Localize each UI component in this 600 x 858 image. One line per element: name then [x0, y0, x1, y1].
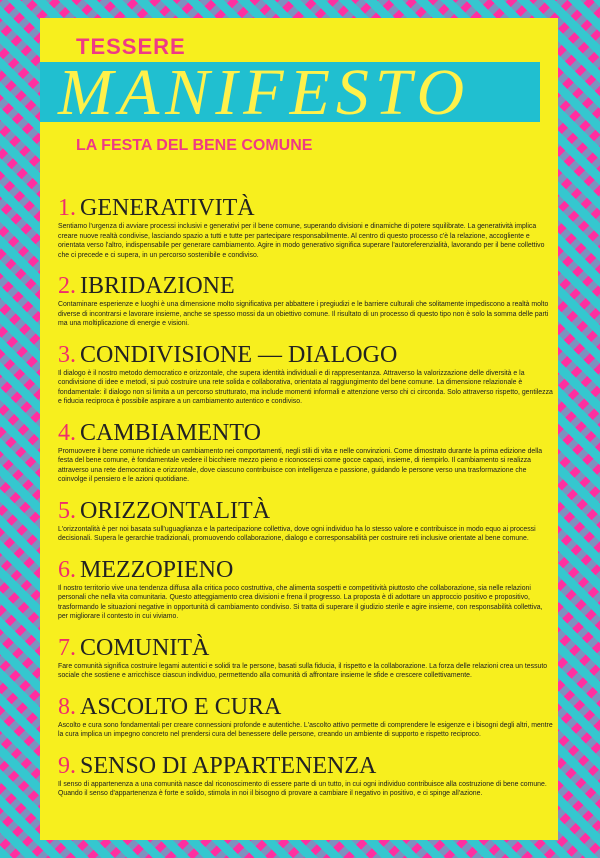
section-heading — [58, 274, 554, 298]
section-senso-di-appartenenza — [58, 754, 554, 799]
section-body: Il senso di appartenenza a una comunità nasce dal riconoscimento di essere parte di un tutto, in cui ogni individuo contribuisce alla costruzione di bene comune. Quando il senso d'appartenenza è forte e solido, stimola in noi il bisogno di provare a cambiare il negativo in positivo, e ci spinge all'azione. — [58, 780, 547, 798]
section-body: Ascolto e cura sono fondamentali per creare connessioni profonde e autentiche. L'ascolto attivo permette di comprendere le esigenze e i bisogni degli altri, mentre la cura implica un impegno concreto nel prendersi cura del benessere delle persone, creando un ambiente di supporto e rispetto reciproco. — [58, 721, 553, 739]
section-heading — [58, 196, 554, 220]
manifesto-title: MANIFESTO — [58, 56, 471, 129]
section-number: 3. — [58, 341, 76, 368]
section-title: SENSO DI APPARTENENZA — [80, 752, 377, 779]
section-body: Sentiamo l'urgenza di avviare processi inclusivi e generativi per il bene comune, superando divisioni e dinamiche di potere squilibrate. La generatività implica creare nuove realtà condivise, lasciando spazio a tutti e tutte per partecipare responsabilmente. Al centro di questo processo c'è la relazione, accogliente e orientata verso l'altro, indispensabile per generare cambiamento. Agire in modo generativo significa superare l'autoreferenzialità, lavorando per il bene collettivo che ci precede e ci supera, in un percorso sostenibile e condiviso. — [58, 223, 545, 259]
poster-header — [60, 36, 540, 154]
section-title: CONDIVISIONE — DIALOGO — [80, 341, 398, 368]
section-orizzontalita — [58, 499, 554, 544]
section-mezzopieno — [58, 558, 554, 622]
section-condivisione-dialogo — [58, 343, 554, 407]
section-heading — [58, 499, 554, 523]
section-number: 7. — [58, 634, 76, 661]
section-title: COMUNITÀ — [80, 634, 210, 661]
section-generativita — [58, 196, 554, 260]
section-heading — [58, 636, 554, 660]
section-body: Contaminare esperienze e luoghi è una dimensione molto significativa per abbattere i pregiudizi e le barriere culturali che solitamente impediscono a realtà molto diverse di incontrarsi e lavorare insieme, anche se spesso mossi da un obiettivo comune. Il risultato di un processo di questo tipo non è solo la somma delle parti ma una moltiplicazione di energie e visioni. — [58, 301, 549, 328]
section-heading — [58, 754, 554, 778]
section-number: 1. — [58, 195, 76, 221]
festival-subtitle: LA FESTA DEL BENE COMUNE — [76, 137, 313, 154]
section-body: Promuovere il bene comune richiede un cambiamento nei comportamenti, negli stili di vita e nelle convinzioni. Come dimostrato durante la prima edizione della festa del bene comune, è fondamentale vedere il bicchiere mezzo pieno e riconoscersi come gocce capaci, insieme, di riempirlo. Il cambiamento si realizza attraverso una rete democratica e orizzontale, dove ciascuno contribuisce con intelligenza e passione, guidando le persone verso una trasformazione che coinvolge il pensiero e le azioni quotidiane. — [58, 447, 543, 484]
manifesto-sections — [58, 196, 554, 813]
section-number: 2. — [58, 273, 76, 300]
section-title: ASCOLTO E CURA — [80, 693, 282, 720]
brand-title: TESSERE — [76, 34, 186, 59]
section-number: 8. — [58, 693, 76, 720]
section-body: Il dialogo è il nostro metodo democratico e orizzontale, che supera identità individuali e di rappresentanza. Attraverso la valorizzazione delle diversità e la condivisione di idee e metodi, si può costruire una rete solida e collaborativa, orientata al raggiungimento del bene comune. La dimensione relazionale è fondamentale: il dialogo non si limita a un percorso strutturato, ma include momenti informali e attenzione verso chi ci circonda. Solo attraverso rispetto, gentilezza e fiducia reciproca è possibile aspirare a un cambiamento autentico e condiviso. — [58, 369, 553, 406]
section-title: ORIZZONTALITÀ — [80, 497, 271, 524]
manifesto-banner — [40, 56, 540, 129]
section-number: 6. — [58, 556, 76, 583]
section-body: Il nostro territorio vive una tendenza diffusa alla critica poco costruttiva, che alimenta sospetti e competitività piuttosto che collaborazione, sia nelle relazioni personali che nella vita comunitaria. Questo atteggiamento crea divisioni e frena il progresso. La proposta è di adottare un approccio positivo e propositivo, trasformando le situazioni negative in opportunità di cambiamento condiviso. Si tratta di superare il giudizio sterile e agire insieme, con responsabilità collettiva, per migliorare il contesto in cui viviamo. — [58, 584, 543, 621]
section-number: 9. — [58, 752, 76, 779]
section-heading — [58, 695, 554, 719]
section-ascolto-e-cura — [58, 695, 554, 740]
section-heading — [58, 558, 554, 582]
section-title: GENERATIVITÀ — [80, 195, 255, 221]
section-title: IBRIDAZIONE — [80, 273, 235, 300]
section-heading — [58, 421, 554, 445]
section-number: 5. — [58, 497, 76, 524]
section-cambiamento — [58, 421, 554, 485]
section-number: 4. — [58, 419, 76, 446]
section-title: CAMBIAMENTO — [80, 419, 261, 446]
section-ibridazione — [58, 274, 554, 329]
section-comunita — [58, 636, 554, 681]
section-title: MEZZOPIENO — [80, 556, 234, 583]
section-body: Fare comunità significa costruire legami autentici e solidi tra le persone, basati sulla fiducia, il rispetto e la collaborazione. La forza delle relazioni crea un tessuto sociale che sostiene e arricchisce ciascun individuo, permettendo alla comunità di affrontare insieme le sfide e crescere collettivamente. — [58, 662, 548, 680]
section-body: L'orizzontalità è per noi basata sull'uguaglianza e la partecipazione collettiva, dove ogni individuo ha lo stesso valore e contribuisce in modo equo ai processi decisionali. Supera le gerarchie tradizionali, promuovendo collaborazione, dialogo e corresponsabilità per costruire reti inclusive orientate al bene comune. — [58, 525, 536, 543]
section-heading — [58, 343, 554, 367]
